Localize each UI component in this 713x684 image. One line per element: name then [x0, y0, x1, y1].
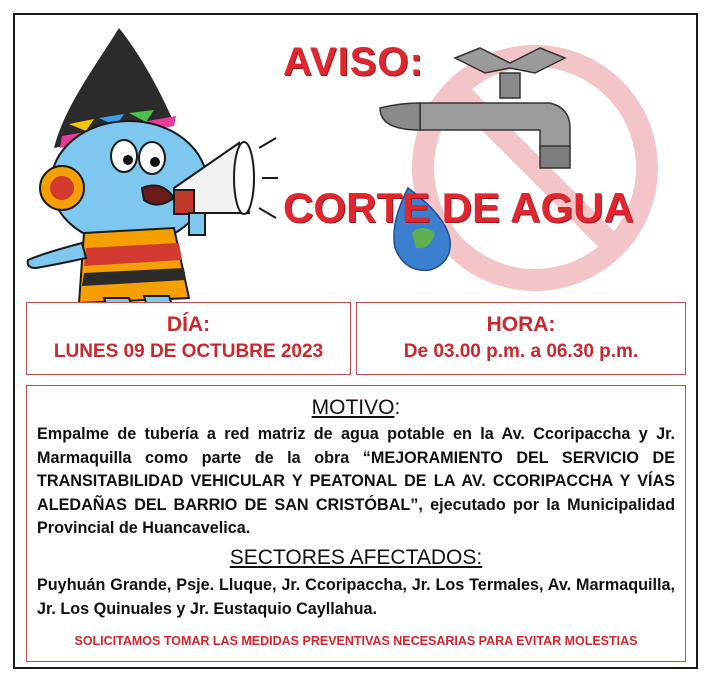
sectores-text: Puyhuán Grande, Psje. Lluque, Jr. Ccoripaccha, Jr. Los Termales, Av. Marmaquilla, Jr. Los Quinuales y Jr. Eustaquio Cayllahua. [37, 576, 675, 618]
sectores-heading [27, 546, 685, 570]
dia-box [26, 302, 351, 375]
dia-label: DÍA: [166, 313, 211, 336]
hora-label: HORA: [486, 313, 556, 336]
mascot-illustration [24, 28, 279, 318]
title-corte-de-agua: CORTE DE AGUA [283, 184, 634, 231]
title-aviso: AVISO: [283, 40, 424, 84]
details-box [26, 385, 686, 662]
motivo-heading-text: MOTIVO [311, 396, 395, 419]
hora-box [356, 302, 686, 375]
sectores-heading-text: SECTORES AFECTADOS: [229, 546, 483, 569]
motivo-heading-colon: : [394, 396, 401, 419]
motivo-text: Empalme de tubería a red matriz de agua potable en la Av. Ccoripaccha y Jr. Marmaquilla como parte de la obra “MEJORAMIENTO DEL SERVICIO DE TRANSITABILIDAD VEHICULAR Y PEATONAL DE LA AV. CCORIPACCHA Y VÍAS ALEDAÑAS DEL BARRIO DE SAN CRISTÓBAL”, ejecutado por la Municipalidad Provincial de Huancavelica. [37, 425, 675, 537]
dia-value: LUNES 09 DE OCTUBRE 2023 [53, 341, 324, 362]
preventive-notice: SOLICITAMOS TOMAR LAS MEDIDAS PREVENTIVAS NECESARIAS PARA EVITAR MOLESTIAS [74, 634, 638, 648]
hora-value: De 03.00 p.m. a 06.30 p.m. [403, 341, 639, 362]
motivo-heading [27, 396, 685, 420]
